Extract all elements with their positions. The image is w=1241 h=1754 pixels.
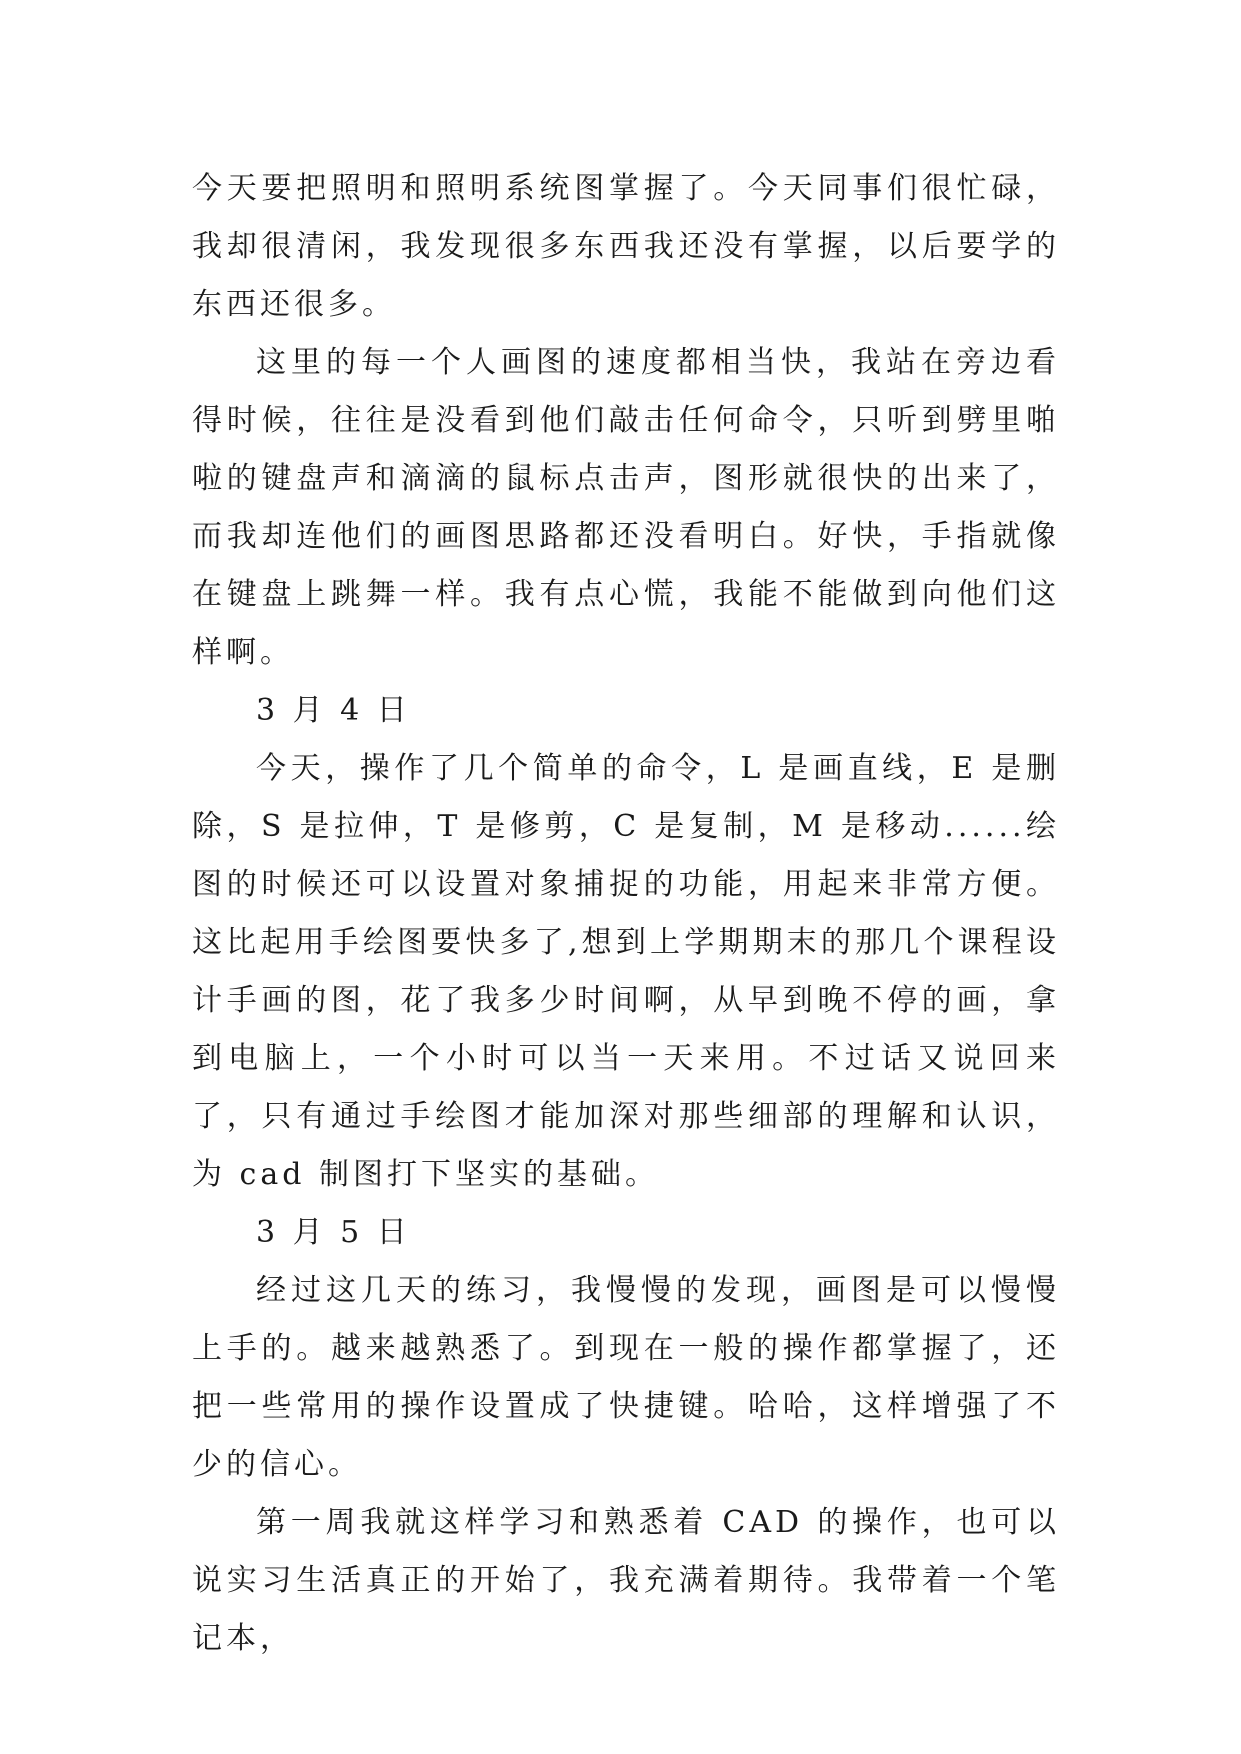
paragraph-5: 第一周我就这样学习和熟悉着 CAD 的操作，也可以说实习生活真正的开始了，我充满着期待。我带着一个笔记本， [192, 1505, 1060, 1656]
document-body [192, 160, 1060, 1668]
paragraph-1: 今天要把照明和照明系统图掌握了。今天同事们很忙碌，我却很清闲，我发现很多东西我还没有掌握，以后要学的东西还很多。 [192, 171, 1060, 322]
paragraph-3: 今天，操作了几个简单的命令，L 是画直线，E 是删除，S 是拉伸，T 是修剪，C 是复制，M 是移动......绘图的时候还可以设置对象捕捉的功能，用起来非常方便。这比起用手绘图要快多了,想到上学期期末的那几个课程设计手画的图，花了我多少时间啊，从早到晚不停的画，拿到电脑上，一个小时可以当一天来用。不过话又说回来了，只有通过手绘图才能加深对那些细部的理解和认识，为 cad 制图打下坚实的基础。 [192, 751, 1060, 1192]
paragraph-4: 经过这几天的练习，我慢慢的发现，画图是可以慢慢上手的。越来越熟悉了。到现在一般的操作都掌握了，还把一些常用的操作设置成了快捷键。哈哈，这样增强了不少的信心。 [192, 1273, 1060, 1482]
paragraph-2: 这里的每一个人画图的速度都相当快，我站在旁边看得时候，往往是没看到他们敲击任何命令，只听到劈里啪啦的键盘声和滴滴的鼠标点击声，图形就很快的出来了，而我却连他们的画图思路都还没看明白。好快，手指就像在键盘上跳舞一样。我有点心慌，我能不能做到向他们这样啊。 [192, 345, 1060, 670]
date-heading-march-5: 3 月 5 日 [256, 1215, 411, 1250]
date-heading-march-4: 3 月 4 日 [256, 693, 411, 728]
